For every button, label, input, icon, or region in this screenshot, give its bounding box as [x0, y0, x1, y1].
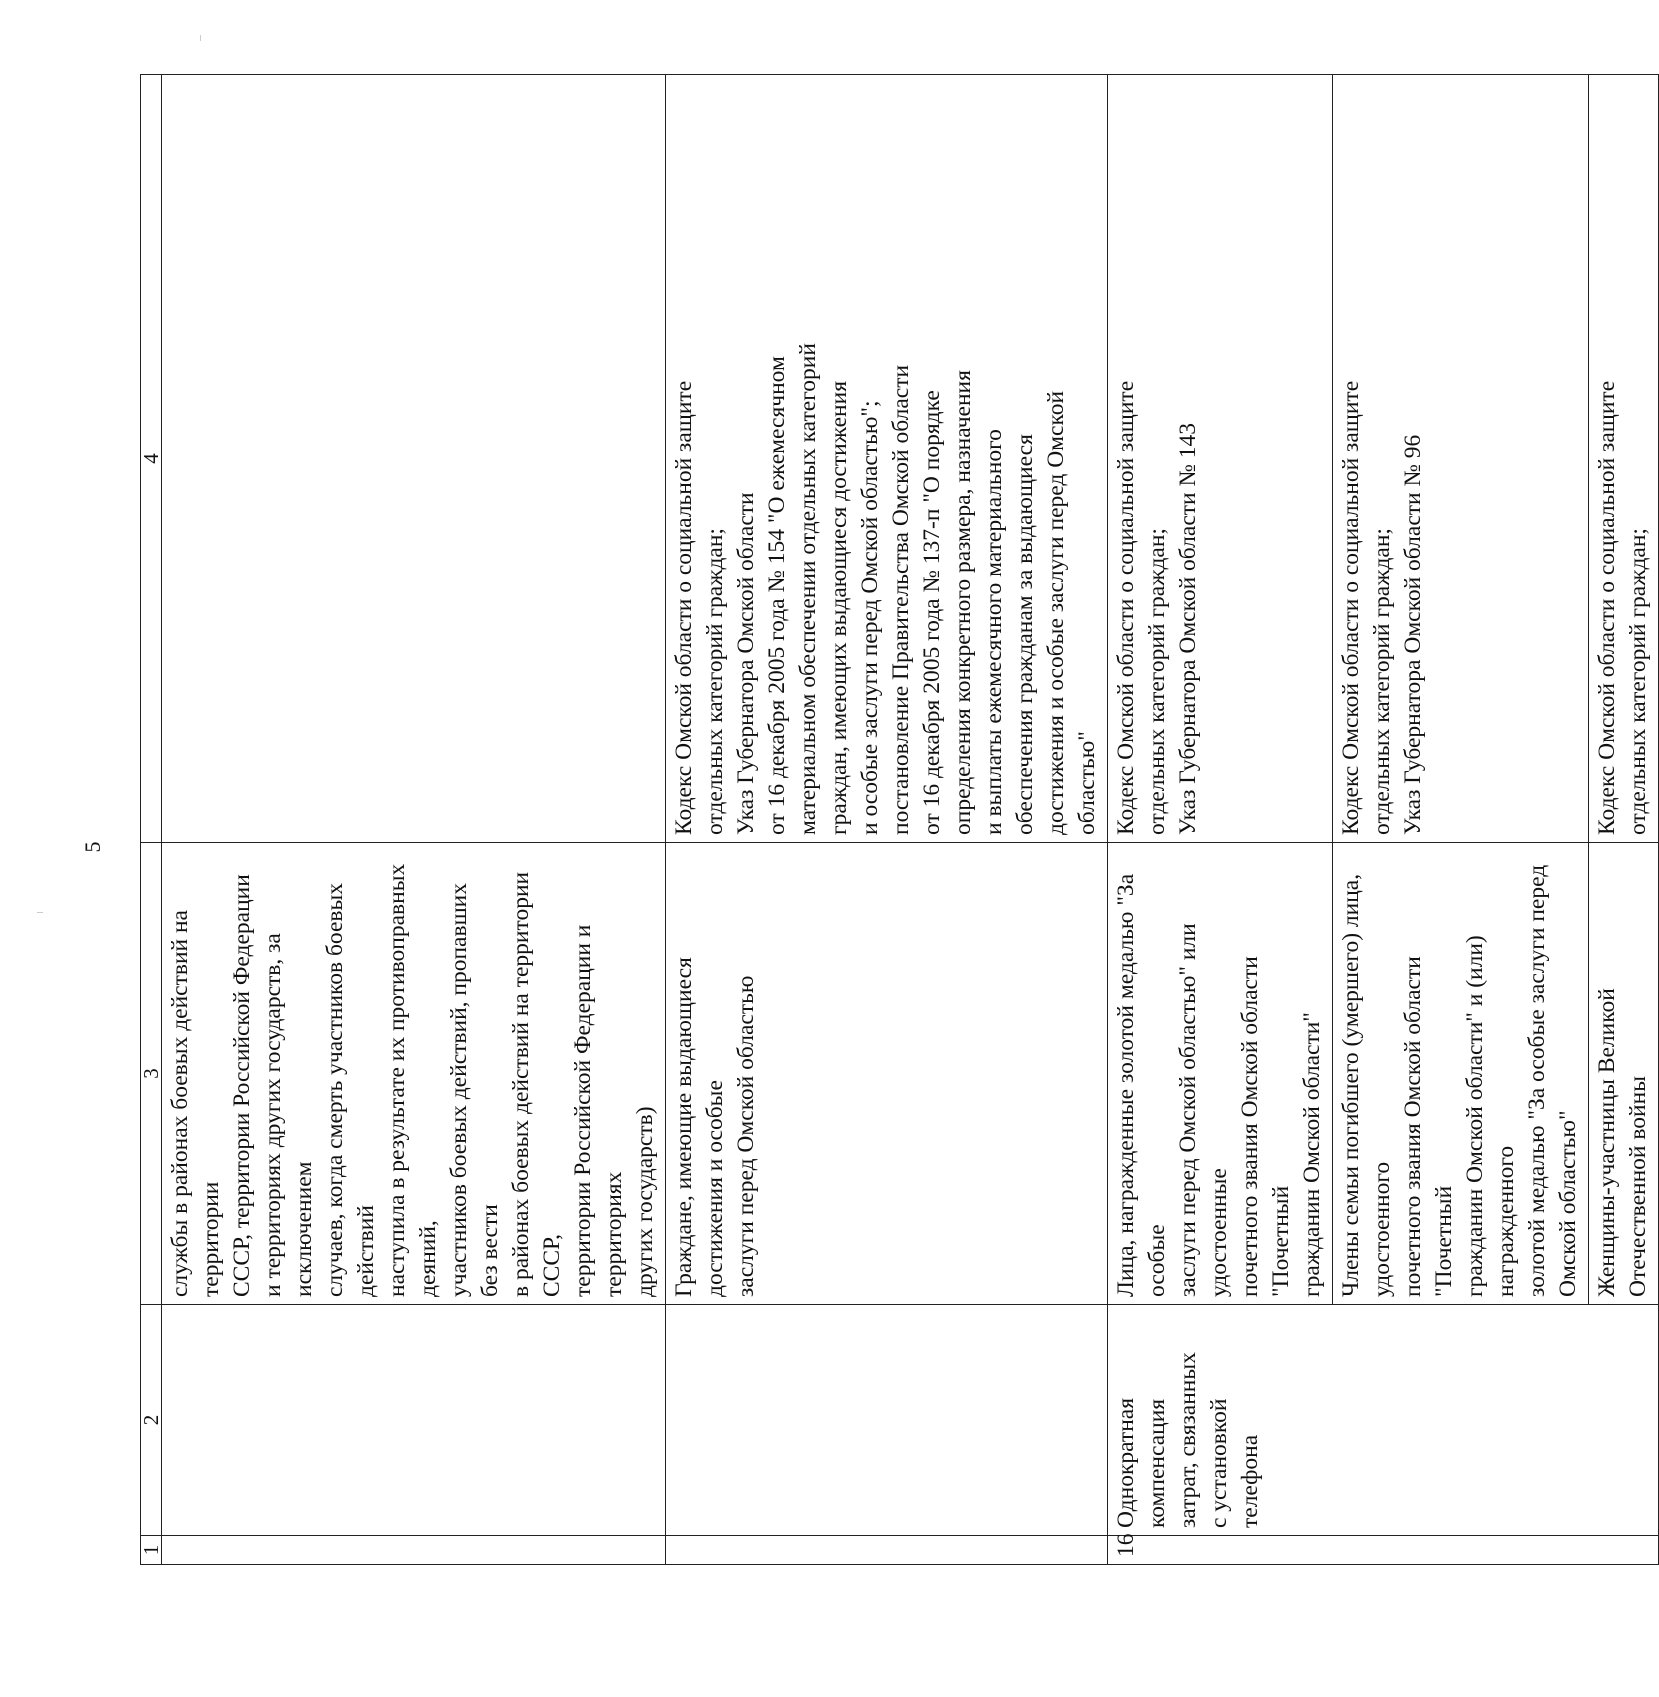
benefits-table	[140, 74, 1659, 1565]
column-number: 3	[141, 843, 162, 1305]
recipient-categories-cell: Граждане, имеющие выдающиеся достижения и особые заслуги перед Омской областью	[666, 843, 1108, 1305]
legal-acts-cell: Кодекс Омской области о социальной защите отдельных категорий граждан; Указ Губернатора Омской области от 16 декабря 2005 года № 154 "О ежемесячном материальном обеспечении отдельных категорий граждан, имеющих выдающиеся достижения и особые заслуги перед Омской областью"; постановление Правительства Омской области от 16 декабря 2005 года № 137-п "О порядке определения конкретного размера, назначения и выплаты ежемесячного материального обеспечения гражданам за выдающиеся достижения и особые заслуги перед Омской областью"	[666, 75, 1108, 843]
column-number: 4	[141, 75, 162, 843]
column-number-row	[141, 75, 162, 1565]
legal-acts-cell	[162, 75, 666, 843]
legal-acts-cell: Кодекс Омской области о социальной защите отдельных категорий граждан; Указ Губернатора Омской области № 96	[1333, 75, 1589, 843]
page-number: 5	[80, 841, 105, 853]
row-number-cell	[162, 1536, 666, 1565]
row-number-cell	[666, 1536, 1108, 1565]
table-row	[162, 75, 666, 1565]
recipient-categories-cell: Члены семьи погибшего (умершего) лица, удостоенного почетного звания Омской области "Почетный гражданин Омской области" и (или) награжденного золотой медалью "За особые заслуги перед Омской областью"	[1333, 843, 1589, 1305]
measure-title-cell: Однократная компенсация затрат, связанных с установкой телефона	[1108, 1305, 1659, 1536]
measure-title-cell	[666, 1305, 1108, 1536]
row-number-cell: 16	[1108, 1536, 1659, 1565]
recipient-categories-cell: Лица, награжденные золотой медалью "За особые заслуги перед Омской областью" или удостоенные почетного звания Омской области "Почетный гражданин Омской области"	[1108, 843, 1333, 1305]
legal-acts-cell: Кодекс Омской области о социальной защите отдельных категорий граждан;	[1589, 75, 1659, 843]
table-row	[1108, 75, 1333, 1565]
measure-title-cell	[162, 1305, 666, 1536]
column-number: 2	[141, 1305, 162, 1536]
table-row	[666, 75, 1108, 1565]
legal-acts-cell: Кодекс Омской области о социальной защите отдельных категорий граждан; Указ Губернатора Омской области № 143	[1108, 75, 1333, 843]
recipient-categories-cell: службы в районах боевых действий на территории СССР, территории Российской Федерации и территориях других государств, за исключением случаев, когда смерть участников боевых действий наступила в результате их противоправных деяний, участников боевых действий, пропавших без вести в районах боевых действий на территории СССР, территории Российской Федерации и территориях других государств)	[162, 843, 666, 1305]
column-number: 1	[141, 1536, 162, 1565]
recipient-categories-cell: Женщины-участницы Великой Отечественной войны	[1589, 843, 1659, 1305]
